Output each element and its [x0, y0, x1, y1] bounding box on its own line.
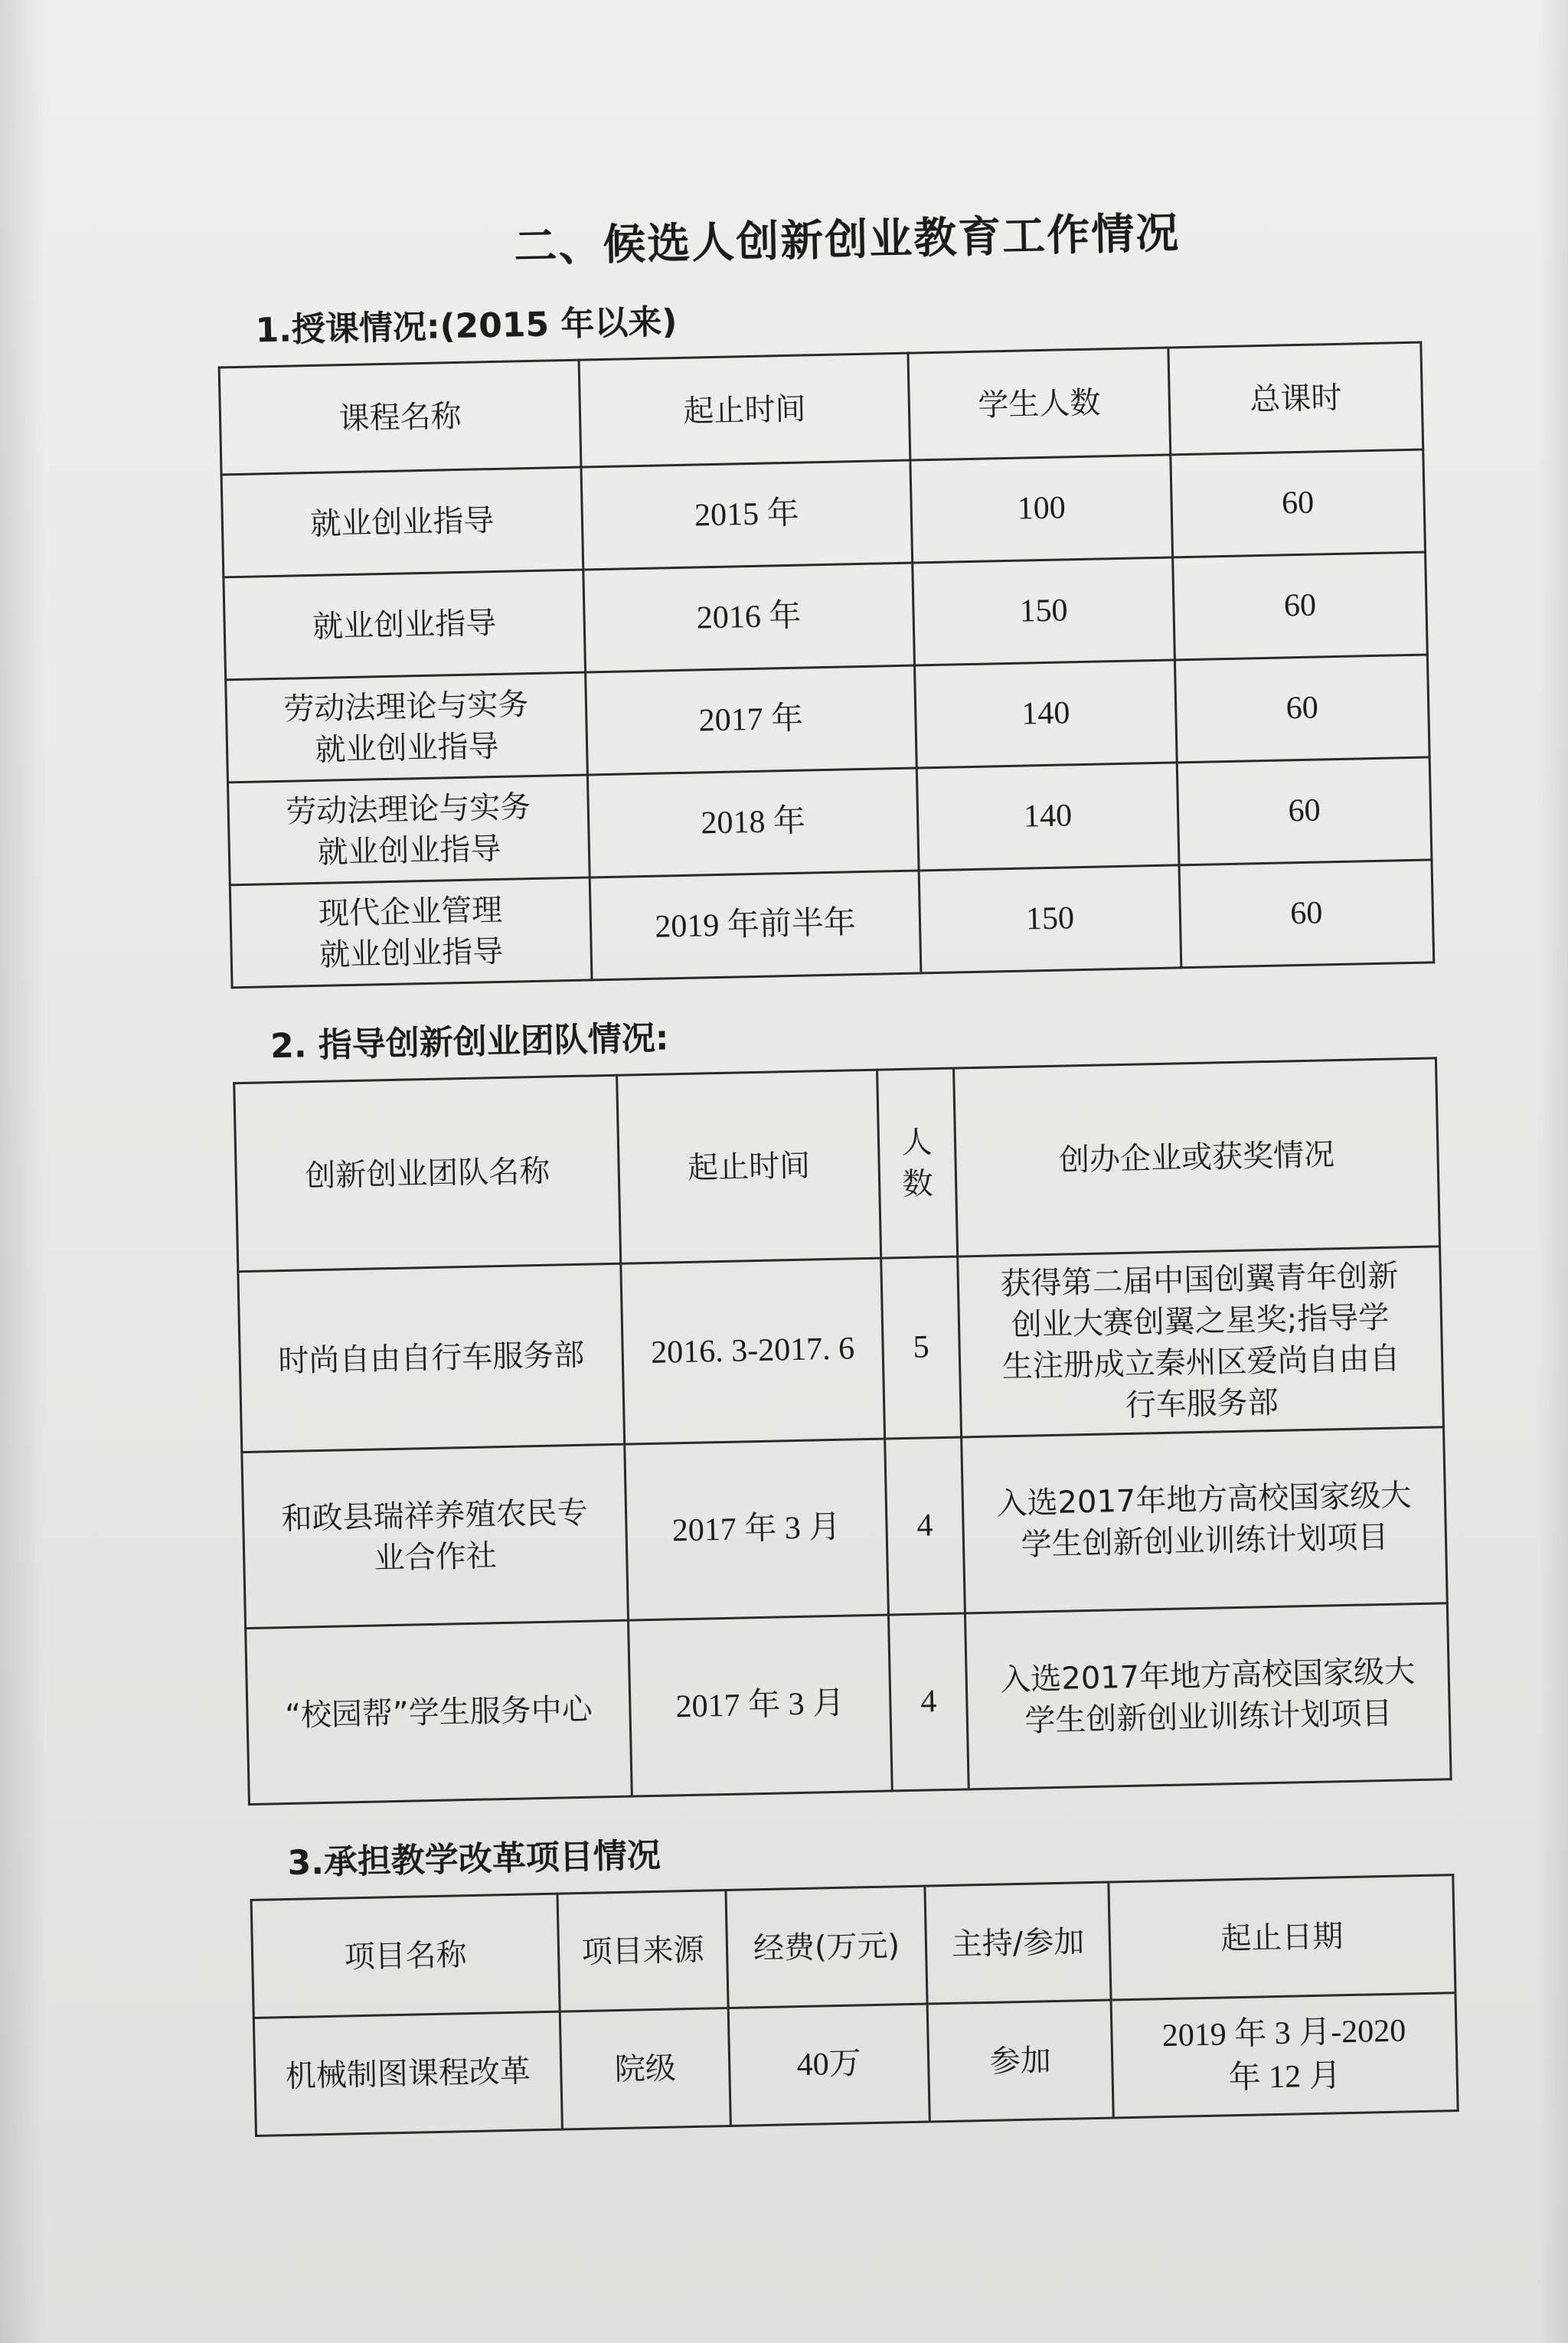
page-shadow — [0, 0, 46, 2343]
team-name: 时尚自由自行车服务部 — [277, 1337, 585, 1379]
period-cell: 2015 年 — [581, 460, 913, 570]
column-header: 起止日期 — [1109, 1875, 1455, 2000]
hours-cell: 60 — [1171, 449, 1426, 557]
team-name-cell — [242, 1444, 629, 1628]
period-line: 年 12 月 — [1228, 2057, 1342, 2096]
students-cell: 150 — [919, 865, 1181, 973]
course-name: 劳动法理论与实务 — [283, 686, 529, 727]
hours-cell: 60 — [1179, 860, 1434, 968]
table-row — [238, 1247, 1444, 1453]
period-cell: 2017 年 3 月 — [625, 1439, 889, 1620]
page-title: 二、候选人创新创业教育工作情况 — [513, 208, 1181, 273]
team-name-cell — [238, 1263, 625, 1452]
result-line: 行车服务部 — [1125, 1384, 1279, 1423]
students-cell: 100 — [910, 455, 1173, 563]
table-row — [253, 1993, 1458, 2136]
hours-cell: 60 — [1177, 757, 1432, 865]
table-header-row — [234, 1058, 1440, 1272]
column-header: 起止时间 — [579, 353, 910, 467]
course-name: 就业创业指导 — [309, 502, 495, 542]
course-name-cell — [221, 467, 583, 577]
page-shadow — [1537, 0, 1568, 2343]
hours-cell: 60 — [1173, 552, 1428, 660]
course-name: 就业创业指导 — [312, 605, 497, 645]
period-cell: 2016 年 — [583, 563, 915, 672]
result-line: 创业大赛创翼之星奖;指导学 — [1011, 1299, 1390, 1343]
period-cell: 2019 年前半年 — [590, 871, 921, 980]
column-header: 项目名称 — [251, 1894, 560, 2018]
role-cell: 参加 — [927, 2000, 1113, 2122]
document-content — [214, 178, 1465, 2168]
course-name-cell — [226, 672, 588, 783]
course-name-cell — [230, 877, 592, 988]
result-line: 入选2017年地方高校国家级大 — [999, 1653, 1416, 1698]
people-cell: 4 — [885, 1437, 965, 1615]
project-name-cell: 机械制图课程改革 — [253, 2011, 562, 2135]
funding-cell: 40万 — [728, 2004, 929, 2126]
table-row — [246, 1603, 1451, 1805]
column-header: 学生人数 — [908, 348, 1171, 460]
period-cell: 2017 年 — [586, 665, 917, 775]
reform-table — [250, 1874, 1459, 2137]
column-header: 创办企业或获奖情况 — [954, 1058, 1440, 1256]
students-cell: 140 — [916, 763, 1179, 871]
course-name-cell — [224, 570, 586, 680]
people-cell: 5 — [881, 1256, 962, 1439]
students-cell: 140 — [914, 660, 1177, 768]
column-header: 主持/参加 — [925, 1882, 1111, 2004]
course-name: 就业创业指导 — [318, 933, 504, 973]
column-header: 总课时 — [1168, 342, 1423, 455]
result-cell — [958, 1247, 1444, 1437]
column-header: 经费(万元) — [726, 1886, 927, 2008]
source-cell: 院级 — [560, 2008, 730, 2130]
result-line: 获得第二届中国创翼青年创新 — [999, 1257, 1399, 1302]
team-name: 和政县瑞祥养殖农民专 — [281, 1495, 589, 1537]
result-line: 学生创新创业训练计划项目 — [1024, 1695, 1393, 1739]
result-line: 学生创新创业训练计划项目 — [1021, 1519, 1389, 1563]
period-cell — [1111, 1993, 1458, 2118]
column-header: 项目来源 — [557, 1890, 728, 2012]
column-header: 人数 — [877, 1068, 958, 1258]
result-line: 入选2017年地方高校国家级大 — [996, 1477, 1412, 1522]
period-cell: 2018 年 — [587, 768, 919, 877]
column-header: 创新创业团队名称 — [234, 1075, 621, 1271]
course-name: 就业创业指导 — [316, 831, 501, 871]
students-cell: 150 — [913, 557, 1175, 665]
column-header: 课程名称 — [219, 360, 581, 475]
period-cell: 2017 年 3 月 — [629, 1615, 893, 1796]
period-cell: 2016. 3-2017. 6 — [621, 1258, 885, 1444]
hours-cell: 60 — [1174, 655, 1429, 763]
team-name: 业合作社 — [374, 1537, 498, 1577]
course-name: 就业创业指导 — [315, 728, 500, 768]
section-heading-reform: 3.承担教学改革项目情况 — [287, 1835, 662, 1884]
course-name: 现代企业管理 — [318, 892, 503, 932]
teaching-table — [218, 341, 1436, 989]
column-header: 起止时间 — [617, 1070, 881, 1263]
course-name: 劳动法理论与实务 — [285, 789, 531, 830]
period-line: 2019 年 3 月-2020 — [1161, 2013, 1406, 2054]
result-cell — [962, 1427, 1448, 1613]
result-cell — [965, 1603, 1451, 1789]
table-row — [242, 1427, 1447, 1629]
people-cell: 4 — [888, 1613, 969, 1791]
result-line: 生注册成立秦州区爱尚自由自 — [1001, 1340, 1401, 1384]
section-heading-teams: 2. 指导创新创业团队情况: — [270, 1018, 669, 1067]
teams-table — [233, 1057, 1452, 1805]
team-name: “校园帮”学生服务中心 — [284, 1691, 593, 1734]
course-name-cell — [227, 775, 590, 885]
team-name-cell — [246, 1620, 632, 1804]
section-heading-teaching: 1.授课情况:(2015 年以来) — [255, 302, 678, 351]
